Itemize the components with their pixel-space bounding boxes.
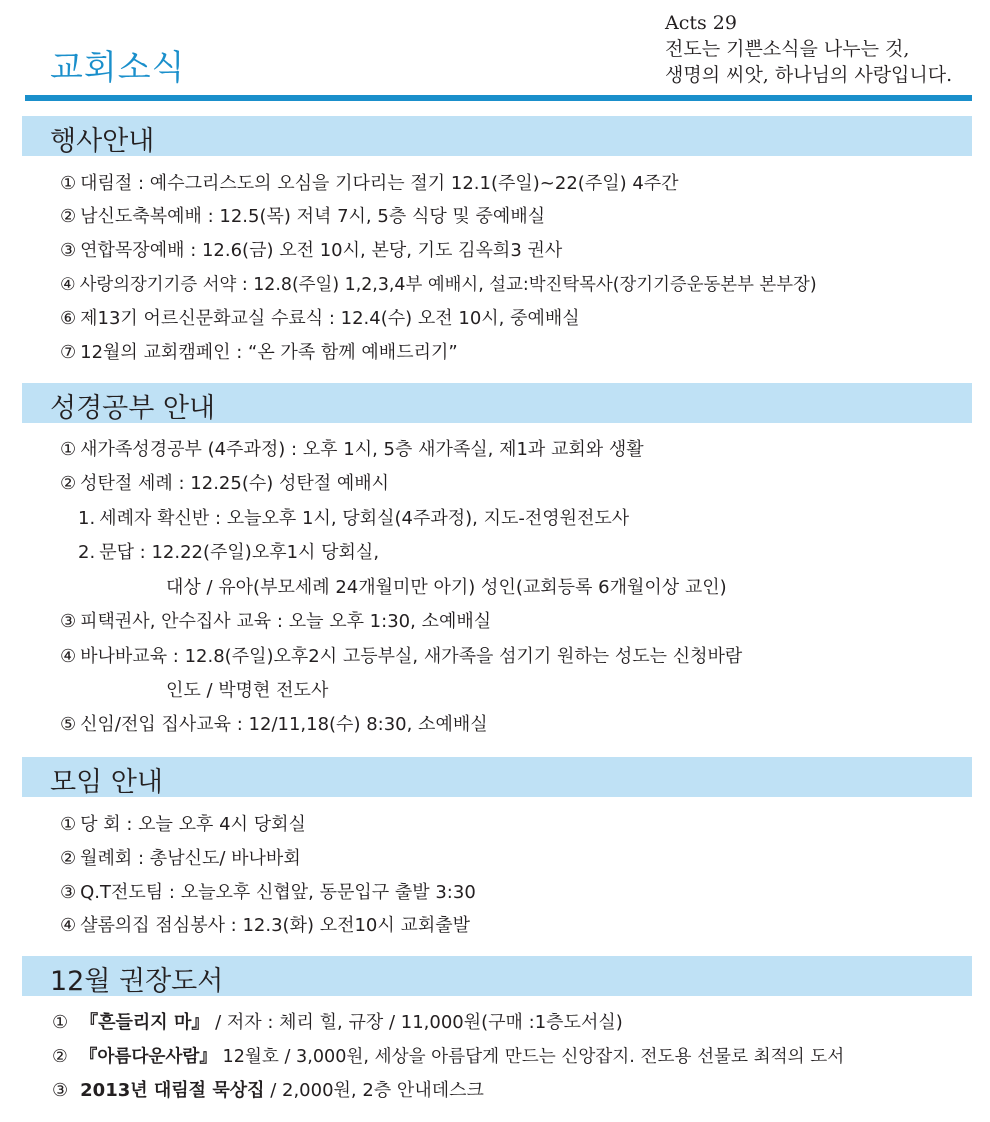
bible-subitem — [78, 507, 629, 531]
item-text: 샬롬의집 점심봉사 : 12.3(화) 오전10시 교회출발 — [80, 915, 471, 936]
item-number: ⑥ — [60, 308, 77, 329]
item-number: ③ — [60, 882, 77, 903]
item-text: 대림절 : 예수그리스도의 오심을 기다리는 절기 12.1(주일)~22(주일) 4주간 — [80, 173, 679, 194]
meeting-item — [60, 914, 470, 938]
item-text: 남신도축복예배 : 12.5(목) 저녁 7시, 5층 식당 및 중예배실 — [80, 206, 546, 227]
motto-line-1: Acts 29 — [665, 12, 737, 34]
item-number: ① — [60, 439, 77, 460]
item-text: / 2,000원, 2층 안내데스크 — [264, 1080, 484, 1101]
item-text: 신임/전입 집사교육 : 12/11,18(수) 8:30, 소예배실 — [80, 714, 488, 735]
item-text: 성탄절 세례 : 12.25(수) 성탄절 예배시 — [80, 473, 390, 494]
item-number: ③ — [60, 611, 77, 632]
item-number: ② — [60, 473, 77, 494]
event-item — [60, 205, 545, 229]
section-title-events: 행사안내 — [50, 126, 155, 157]
item-text: 새가족성경공부 (4주과정) : 오후 1시, 5층 새가족실, 제1과 교회와 생활 — [80, 439, 644, 460]
event-item — [60, 172, 679, 196]
item-number: ⑦ — [60, 342, 77, 363]
item-number: 2. — [78, 542, 96, 563]
item-number: ③ — [52, 1080, 69, 1101]
bible-item — [60, 438, 644, 462]
book-item — [52, 1045, 844, 1069]
event-item — [60, 307, 580, 331]
item-number: ④ — [60, 915, 77, 936]
section-header-meetings — [22, 757, 972, 797]
item-number: ⑤ — [60, 714, 77, 735]
section-header-events — [22, 116, 972, 156]
section-title-books: 12월 권장도서 — [50, 966, 224, 997]
bible-item — [60, 645, 742, 669]
item-text: 피택권사, 안수집사 교육 : 오늘 오후 1:30, 소예배실 — [80, 611, 492, 632]
motto-line-3: 생명의 씨앗, 하나님의 사랑입니다. — [665, 64, 953, 86]
item-number: ④ — [60, 275, 76, 295]
item-text: 세례자 확신반 : 오늘오후 1시, 당회실(4주과정), 지도-전영원전도사 — [99, 508, 630, 529]
motto-block — [665, 10, 985, 88]
meeting-item — [60, 881, 476, 905]
bible-continuation — [166, 679, 328, 703]
bible-continuation — [166, 576, 727, 600]
book-title: 『흔들리지 마』 — [80, 1012, 210, 1033]
book-item — [52, 1011, 623, 1035]
item-text: 당 회 : 오늘 오후 4시 당회실 — [80, 814, 306, 835]
meeting-item — [60, 813, 306, 837]
item-number: ② — [60, 848, 77, 869]
item-text: Q.T전도팀 : 오늘오후 신협앞, 동문입구 출발 3:30 — [80, 882, 476, 903]
item-number: ④ — [60, 646, 77, 667]
item-number: ① — [60, 814, 77, 835]
book-title: 2013년 대림절 묵상집 — [80, 1080, 265, 1101]
item-text: 제13기 어르신문화교실 수료식 : 12.4(수) 오전 10시, 중예배실 — [80, 308, 580, 329]
bible-item — [60, 610, 491, 634]
section-header-books — [22, 956, 972, 996]
event-item — [60, 341, 458, 365]
page-title: 교회소식 — [50, 48, 186, 88]
bible-item — [60, 713, 488, 737]
item-number: ③ — [60, 240, 77, 261]
item-text: 12월호 / 3,000원, 세상을 아름답게 만드는 신앙잡지. 전도용 선물로 최적의 도서 — [216, 1047, 845, 1067]
meeting-item — [60, 847, 301, 871]
section-title-bible: 성경공부 안내 — [50, 393, 216, 424]
item-text: 대상 / 유아(부모세례 24개월미만 아기) 성인(교회등록 6개월이상 교인) — [166, 577, 727, 598]
item-text: 문답 : 12.22(주일)오후1시 당회실, — [99, 542, 380, 563]
header-divider — [25, 95, 972, 101]
bible-item — [60, 472, 389, 496]
item-text: 바나바교육 : 12.8(주일)오후2시 고등부실, 새가족을 섬기기 원하는 성도는 신청바람 — [80, 646, 743, 667]
item-number: ① — [52, 1012, 69, 1033]
item-text: 월례회 : 총남신도/ 바나바회 — [80, 848, 301, 869]
bible-subitem — [78, 541, 379, 565]
section-title-meetings: 모임 안내 — [50, 767, 163, 798]
item-number: ① — [60, 173, 77, 194]
item-number: ② — [60, 206, 77, 227]
section-header-bible — [22, 383, 972, 423]
page-header — [0, 0, 990, 104]
book-title: 『아름다운사람』 — [79, 1047, 217, 1067]
book-item — [52, 1079, 484, 1103]
motto-line-2: 전도는 기쁜소식을 나누는 것, — [665, 38, 910, 60]
item-text: 사랑의장기기증 서약 : 12.8(주일) 1,2,3,4부 예배시, 설교:박진탁목사(장기기증운동본부 본부장) — [79, 275, 817, 295]
item-text: 인도 / 박명현 전도사 — [166, 680, 329, 701]
item-text: 연합목장예배 : 12.6(금) 오전 10시, 본당, 기도 김옥희3 권사 — [80, 240, 563, 261]
item-number: ② — [52, 1047, 68, 1067]
item-text: / 저자 : 체리 힐, 규장 / 11,000원(구매 :1층도서실) — [209, 1012, 623, 1033]
item-number: 1. — [78, 508, 96, 529]
event-item — [60, 273, 817, 297]
event-item — [60, 239, 562, 263]
item-text: 12월의 교회캠페인 : “온 가족 함께 예배드리기” — [80, 342, 458, 363]
